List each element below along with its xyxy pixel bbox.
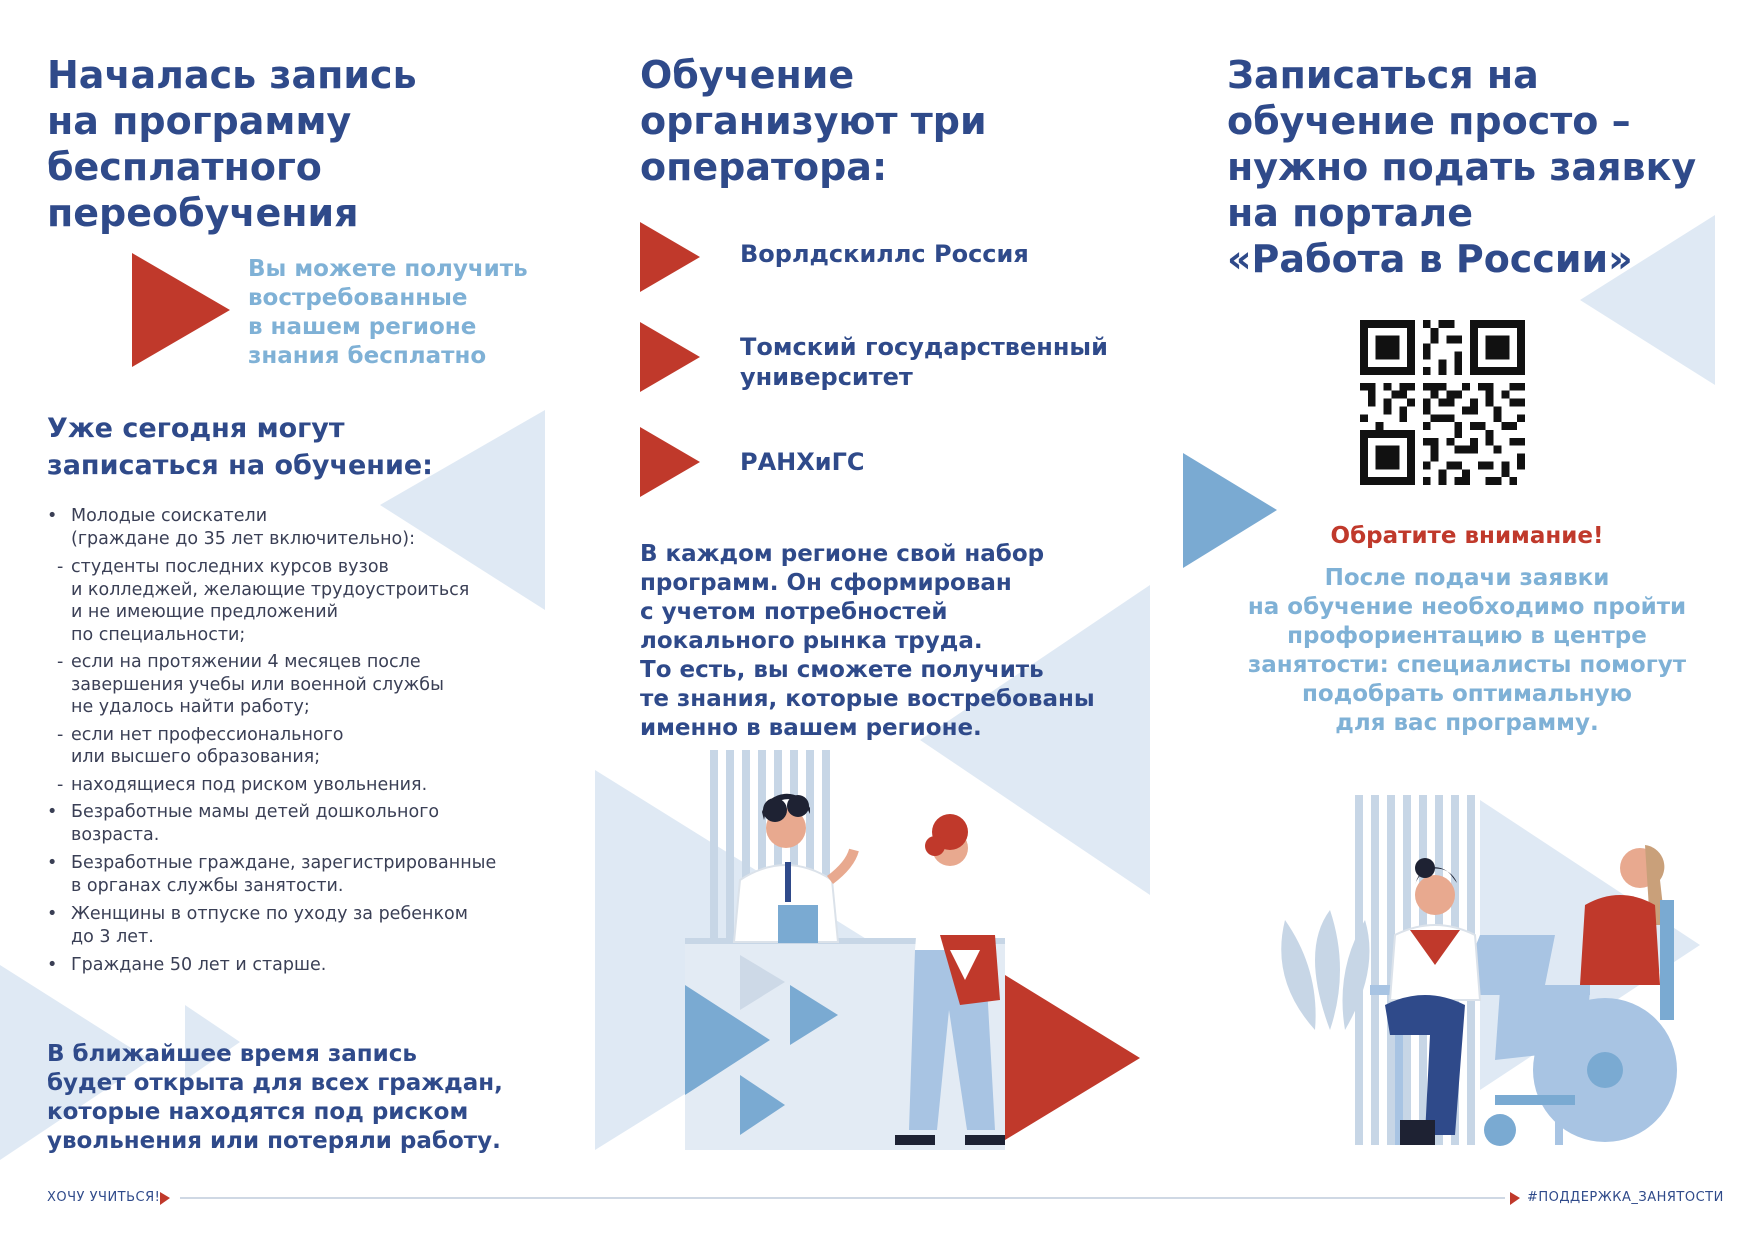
footer-arrow-icon [1510,1192,1520,1205]
footer-arrow-icon [160,1192,170,1205]
operator-arrow-icon [640,322,702,392]
list-item: • Граждане 50 лет и старше. [47,954,587,977]
col2-text: В каждом регионе свой набор программ. Он сформирован с учетом потребностей локального рынка труда. То есть, вы сможете получить те знания, которые востребованы именно в вашем регионе. [640,541,1095,741]
list-item: - студенты последних курсов вузов и колледжей, желающие трудоустроиться и не имеющие предложений по специальности; [47,556,587,646]
footer-left-label: ХОЧУ УЧИТЬСЯ! [47,1190,161,1205]
col1-bottom-text: В ближайшее время запись будет открыта для всех граждан, которые находятся под риском увольнения или потеряли работу. [47,1041,503,1154]
col1-title: Началась запись на программу бесплатного переобучения [47,53,417,235]
col3-title: Записаться на обучение просто – нужно подать заявку на портале «Работа в России» [1227,53,1697,281]
col2-title: Обучение организуют три оператора: [640,53,987,189]
col3-note: После подачи заявки на обучение необходимо пройти профориентацию в центре занятости: специалисты помогут подобрать оптимальную для вас программу. [1247,565,1687,736]
list-item: • Молодые соискатели (граждане до 35 лет включительно): [47,505,587,550]
operator-tsu: Томский государственный университет [740,333,1108,391]
list-item: • Женщины в отпуске по уходу за ребенком до 3 лет. [47,903,587,948]
eligibility-list [47,505,587,983]
decor-triangle-red [132,253,230,367]
operator-worldskills: Ворлдскиллс Россия [740,240,1029,268]
qr-code[interactable] [1360,320,1525,485]
list-item: - если на протяжении 4 месяцев после завершения учебы или военной службы не удалось найти работу; [47,651,587,719]
list-item: - находящиеся под риском увольнения. [47,774,587,797]
list-item: • Безработные граждане, зарегистрированные в органах службы занятости. [47,852,587,897]
list-item: • Безработные мамы детей дошкольного возраста. [47,801,587,846]
operator-ranepa: РАНХиГС [740,448,865,476]
operator-arrow-icon [640,222,702,292]
footer-right-hashtag: #ПОДДЕРЖКА_ЗАНЯТОСТИ [1527,1190,1724,1205]
decor-triangle-red [1005,975,1140,1140]
list-item: - если нет профессионального или высшего образования; [47,724,587,769]
operator-arrow-icon [640,427,702,497]
col1-who-title: Уже сегодня могут записаться на обучение: [47,413,433,481]
operators-list [640,222,1120,512]
col1-intro: Вы можете получить востребованные в нашем регионе знания бесплатно [248,256,528,369]
attention-heading: Обратите внимание! [1330,523,1604,549]
